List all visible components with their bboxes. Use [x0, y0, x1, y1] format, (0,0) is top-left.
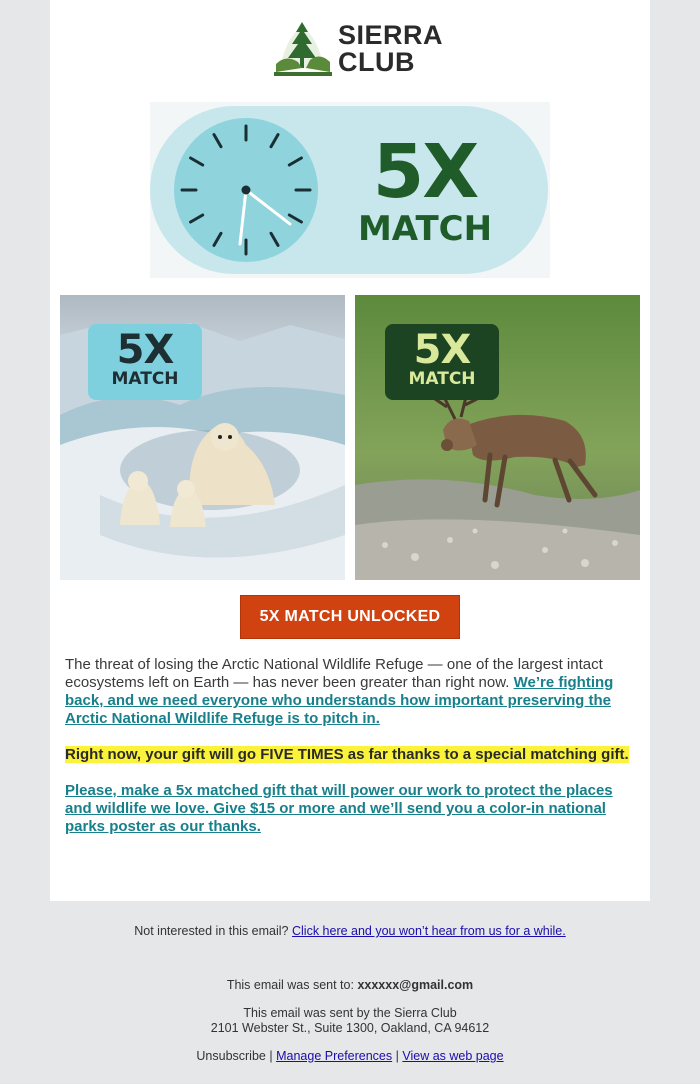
give-now-link[interactable]: Please, make a 5x matched gift that will power our work to protect the places and wildlife we love. Give $15 or more and we’ll send you a color-in national parks poster as our thanks. [65, 782, 613, 835]
sent-to-label: This email was sent to: [226, 978, 354, 992]
footer-opt-out [0, 924, 700, 938]
badge-5x-text: 5X [116, 327, 174, 373]
brand-name-line1: SIERRA [338, 20, 444, 50]
fighting-back-link[interactable]: We’re fighting back, and we need everyone who understands how important preserving the Arctic National Wildlife Refuge is to pitch in. [65, 674, 614, 727]
sent-by-text: This email was sent by the Sierra Club [243, 1006, 457, 1020]
body-paragraph-2 [65, 746, 637, 764]
brand-name-line2: CLUB [338, 47, 415, 77]
recipient-email: xxxxxx@gmail.com [357, 978, 474, 992]
sierra-club-tree-logo-icon [272, 18, 334, 80]
badge-match-text: MATCH [111, 369, 179, 389]
caribou-photo[interactable] [355, 295, 640, 580]
manage-preferences-link[interactable]: Manage Preferences [276, 1049, 393, 1063]
footer-links [0, 1049, 700, 1063]
view-web-page-link[interactable]: View as web page [402, 1049, 504, 1063]
footer-separator: | [395, 1049, 399, 1063]
footer-sender-info [0, 1006, 700, 1036]
badge-match-text: MATCH [408, 369, 476, 389]
match-unlocked-button[interactable]: 5X MATCH UNLOCKED [240, 595, 460, 639]
footer-separator: | [269, 1049, 273, 1063]
body-paragraph-3 [65, 782, 637, 836]
hero-match-text: MATCH [357, 209, 493, 249]
match-badge-right [385, 324, 499, 400]
match-badge-left [88, 324, 202, 400]
footer-sent-to [0, 978, 700, 992]
hero-banner [150, 102, 550, 278]
body-paragraph-1 [65, 656, 637, 728]
badge-5x-text: 5X [413, 327, 471, 373]
polar-bears-photo[interactable] [60, 295, 345, 580]
clock-icon [172, 116, 320, 264]
brand-name [338, 22, 443, 76]
email-body [65, 656, 637, 836]
opt-out-link[interactable]: Click here and you won’t hear from us for a while. [291, 924, 566, 938]
hero-5x-text: 5X [372, 129, 478, 215]
not-interested-text: Not interested in this email? [134, 924, 289, 938]
unsubscribe-text[interactable]: Unsubscribe [196, 1049, 266, 1063]
sierra-club-logo[interactable] [272, 18, 444, 80]
highlighted-match-text: Right now, your gift will go FIVE TIMES as far thanks to a special matching gift. [65, 746, 629, 763]
body-text-1: The threat of losing the Arctic National Wildlife Refuge — one of the largest intact ecosystems left on Earth — has never been greater than right now. [65, 656, 603, 691]
sender-address: 2101 Webster St., Suite 1300, Oakland, CA 94612 [210, 1021, 490, 1035]
